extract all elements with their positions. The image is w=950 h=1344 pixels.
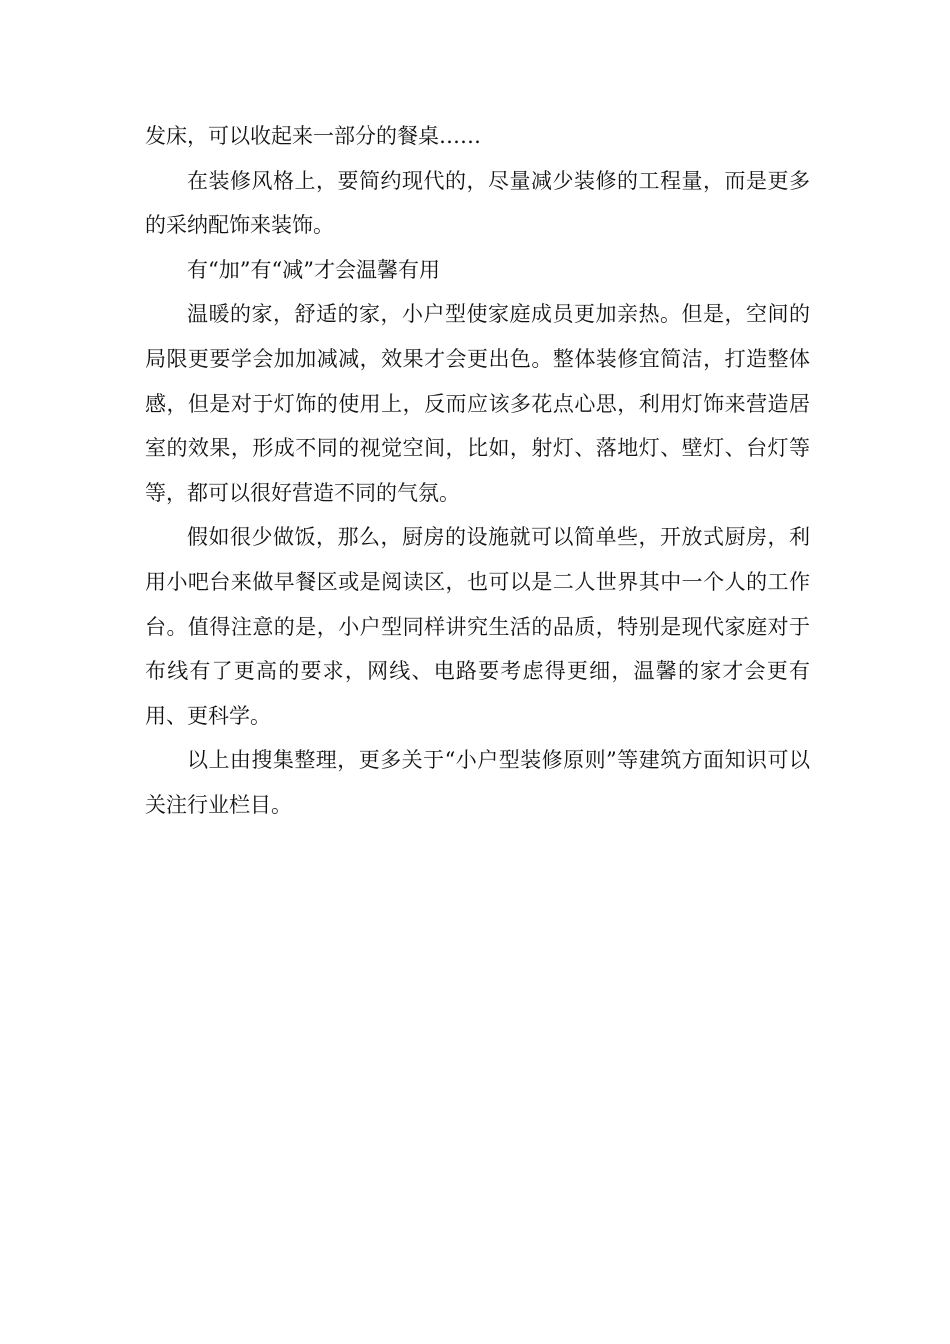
paragraph-decoration-style: 在装修风格上，要简约现代的，尽量减少装修的工程量，而是更多的采纳配饰来装饰。 [145,168,810,238]
paragraph-closing-note: 以上由搜集整理，更多关于“小户型装修原则”等建筑方面知识可以关注行业栏目。 [145,748,810,817]
paragraph-kitchen: 假如很少做饭，那么，厨房的设施就可以简单些，开放式厨房，利用小吧台来做早餐区或是阅读区，也可以是二人世界其中一个人的工作台。值得注意的是，小户型同样讲究生活的品质，特别是现代家庭对于布线有了更高的要求，网线、电路要考虑得更细，温馨的家才会更有用、更科学。 [145,525,810,728]
document-body [145,114,810,828]
section-heading: 有“加”有“减”才会温馨有用 [187,257,440,282]
paragraph-continuation: 发床，可以收起来一部分的餐桌…… [145,124,481,148]
paragraph-lighting: 温暖的家，舒适的家，小户型使家庭成员更加亲热。但是，空间的局限更要学会加加减减，效果才会更出色。整体装修宜简洁，打造整体感，但是对于灯饰的使用上，反而应该多花点心思，利用灯饰来营造居室的效果，形成不同的视觉空间，比如，射灯、落地灯、壁灯、台灯等等，都可以很好营造不同的气氛。 [145,302,810,505]
